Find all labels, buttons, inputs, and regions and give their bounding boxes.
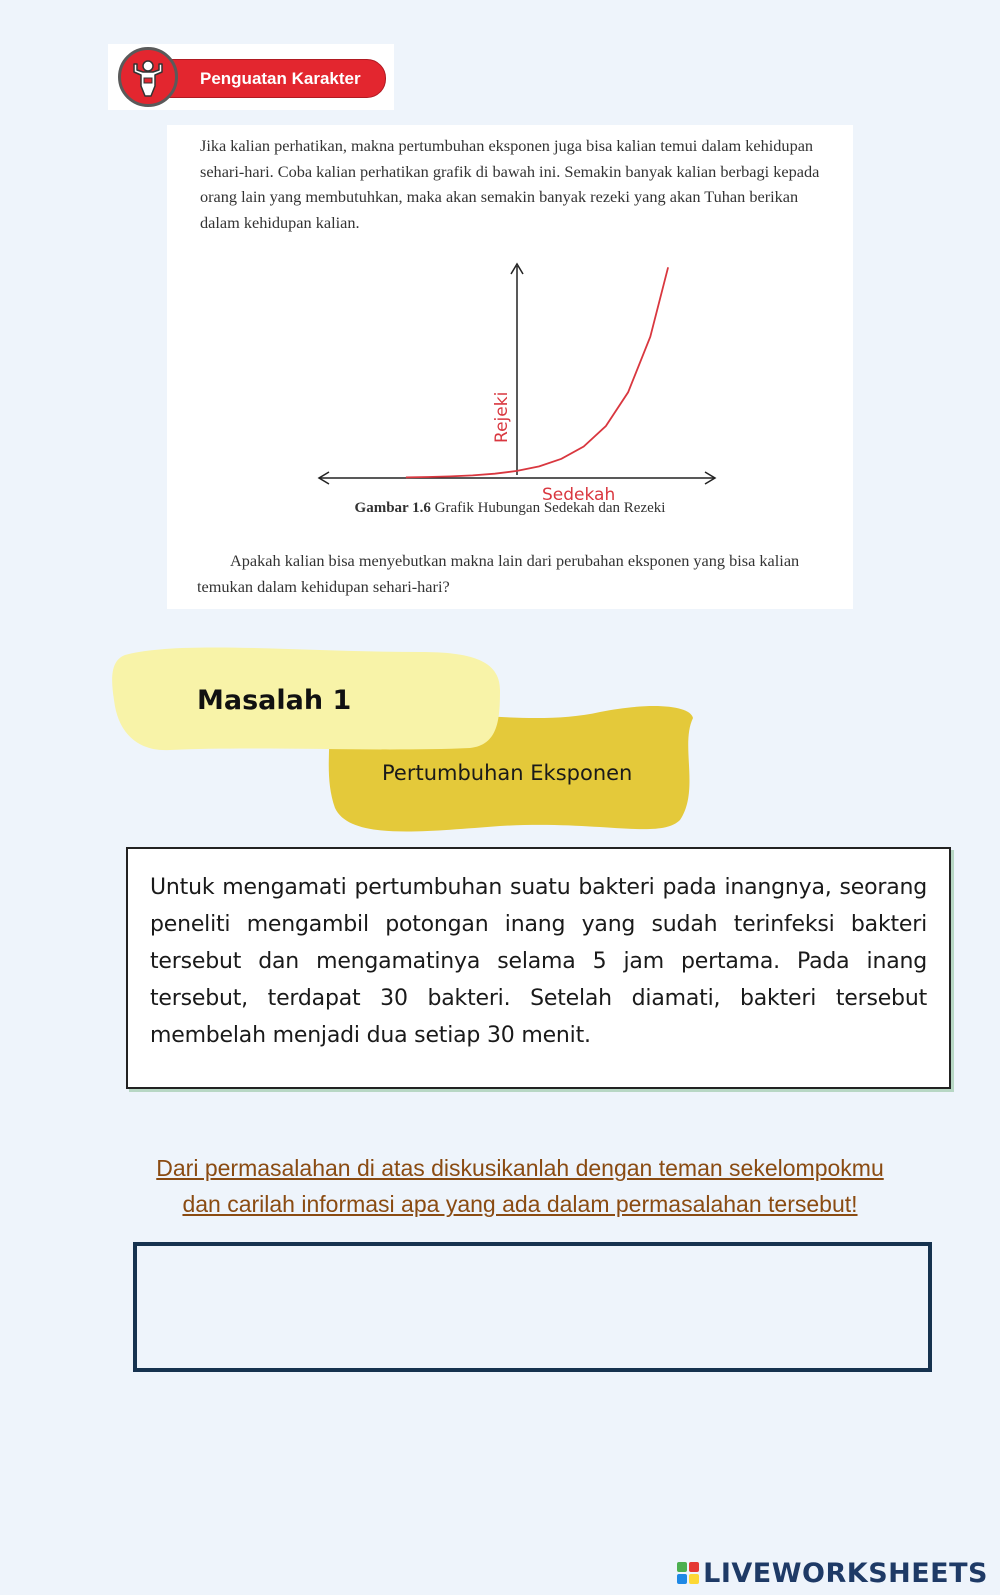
excerpt-paragraph: Jika kalian perhatikan, makna pertumbuhan eksponen juga bisa kalian temui dalam kehidupan sehari-hari. Coba kalian perhatikan grafik di bawah ini. Semakin banyak kalian berbagi kepada orang lain yang membutuhkan, maka akan semakin banyak rezeki yang akan Tuhan berikan dalam kehidupan kalian. <box>200 136 820 233</box>
masalah-subtitle: Pertumbuhan Eksponen <box>382 761 633 785</box>
mark-square-l <box>677 1562 687 1572</box>
masalah-header-decoration <box>0 640 1000 840</box>
mark-square-e <box>689 1574 699 1584</box>
liveworksheets-logo <box>677 1556 988 1590</box>
textbook-excerpt <box>167 125 853 609</box>
problem-text: Untuk mengamati pertumbuhan suatu bakteri pada inangnya, seorang peneliti mengambil potongan inang yang sudah terinfeksi bakteri tersebut dan mengamatinya selama 5 jam pertama. Pada inang tersebut, terdapat 30 bakteri. Setelah diamati, bakteri tersebut membelah menjadi dua setiap 30 menit. <box>150 875 927 1048</box>
liveworksheets-mark-icon <box>677 1562 699 1584</box>
figure-label: Gambar 1.6 <box>354 500 431 516</box>
liveworksheets-brand: LIVEWORKSHEETS <box>703 1557 988 1589</box>
figure-caption-text: Grafik Hubungan Sedekah dan Rezeki <box>434 500 666 516</box>
problem-box <box>126 847 951 1089</box>
badge-label: Penguatan Karakter <box>200 69 361 88</box>
instruction-line-1: Dari permasalahan di atas diskusikanlah dengan teman sekelompokmu <box>156 1155 884 1181</box>
figure-caption <box>167 500 853 517</box>
y-axis-label: Rejeki <box>492 391 512 443</box>
x-axis-label: Sedekah <box>542 484 616 505</box>
masalah-title: Masalah 1 <box>197 685 352 716</box>
penguatan-karakter-badge <box>108 44 394 110</box>
instruction-line-2: dan carilah informasi apa yang ada dalam permasalahan tersebut! <box>182 1191 858 1217</box>
excerpt-question: Apakah kalian bisa menyebutkan makna lain dari perubahan eksponen yang bisa kalian temukan dalam kehidupan sehari-hari? <box>197 551 800 596</box>
instruction-text <box>100 1150 940 1222</box>
strongman-icon <box>131 58 165 98</box>
mark-square-i <box>689 1562 699 1572</box>
series-line-0 <box>406 267 668 477</box>
sedekah-rezeki-graph <box>317 260 717 505</box>
answer-input[interactable] <box>133 1242 932 1372</box>
badge-emblem <box>118 47 178 107</box>
mark-square-v <box>677 1574 687 1584</box>
